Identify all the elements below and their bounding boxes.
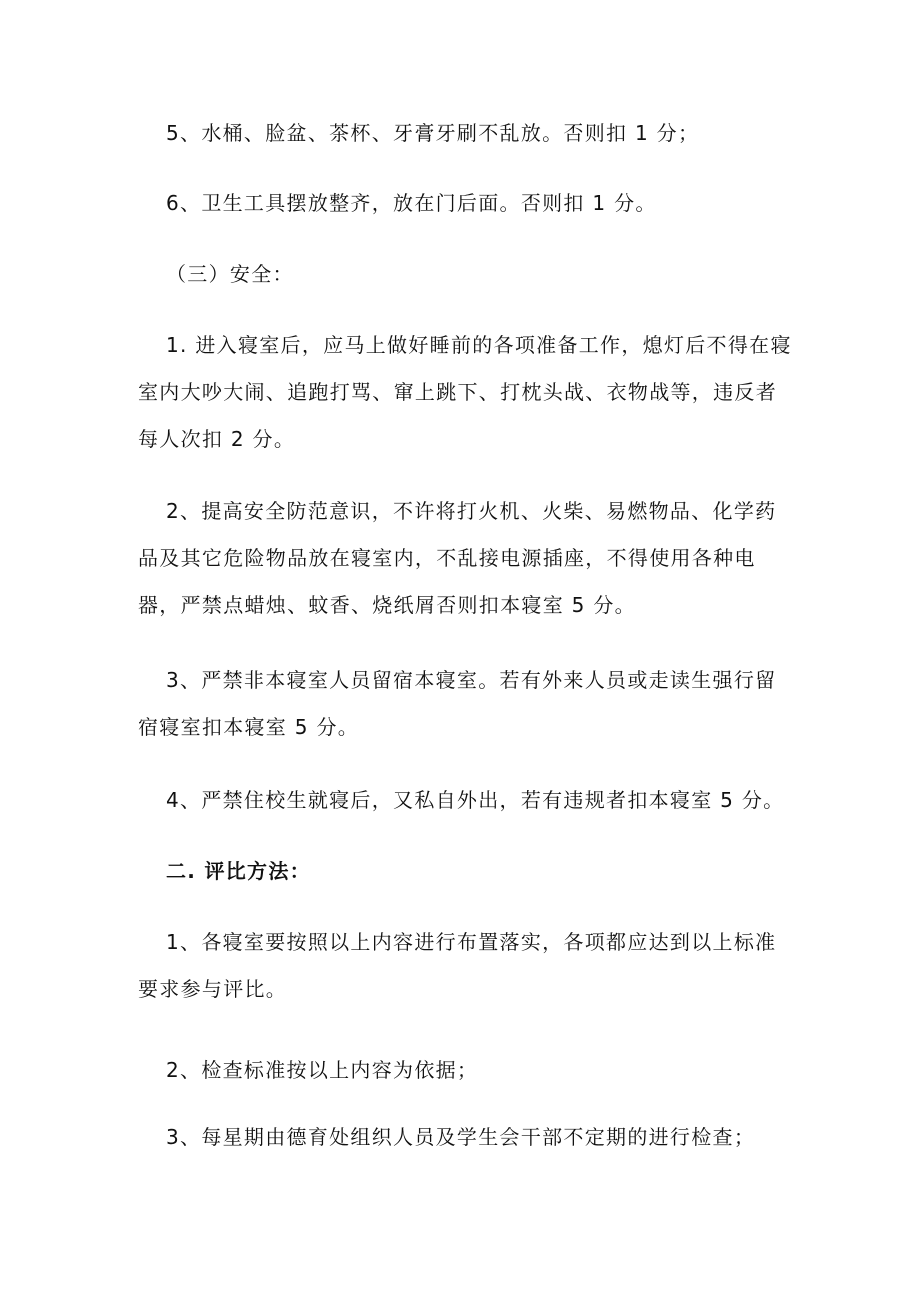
safety-item-4: 4、严禁住校生就寝后，又私自外出，若有违规者扣本寝室 5 分。 <box>166 788 785 812</box>
safety-item-2: 2、提高安全防范意识，不许将打火机、火柴、易燃物品、化学药品及其它危险物品放在寝室内，不乱接电源插座，不得使用各种电器，严禁点蜡烛、蚊香、烧纸屑否则扣本寝室 5 分。 <box>138 499 777 617</box>
safety-item-1: 1. 进入寝室后，应马上做好睡前的各项准备工作，熄灯后不得在寝室内大吵大闹、追跑打骂、窜上跳下、打枕头战、衣物战等，违反者每人次扣 2 分。 <box>138 333 792 451</box>
safety-item-3: 3、严禁非本寝室人员留宿本寝室。若有外来人员或走读生强行留宿寝室扣本寝室 5 分。 <box>138 668 777 739</box>
evaluation-item-3: 3、每星期由德育处组织人员及学生会干部不定期的进行检查； <box>166 1125 756 1149</box>
section-heading-evaluation: 二. 评比方法： <box>166 859 311 883</box>
rule-item-5: 5、水桶、脸盆、茶杯、牙膏牙刷不乱放。否则扣 1 分； <box>166 121 700 145</box>
rule-item-6: 6、卫生工具摆放整齐，放在门后面。否则扣 1 分。 <box>166 191 657 215</box>
evaluation-item-1: 1、各寝室要按照以上内容进行布置落实，各项都应达到以上标准要求参与评比。 <box>138 930 777 1001</box>
evaluation-item-2: 2、检查标准按以上内容为依据； <box>166 1058 479 1082</box>
section-heading-safety: （三）安全： <box>166 262 294 286</box>
